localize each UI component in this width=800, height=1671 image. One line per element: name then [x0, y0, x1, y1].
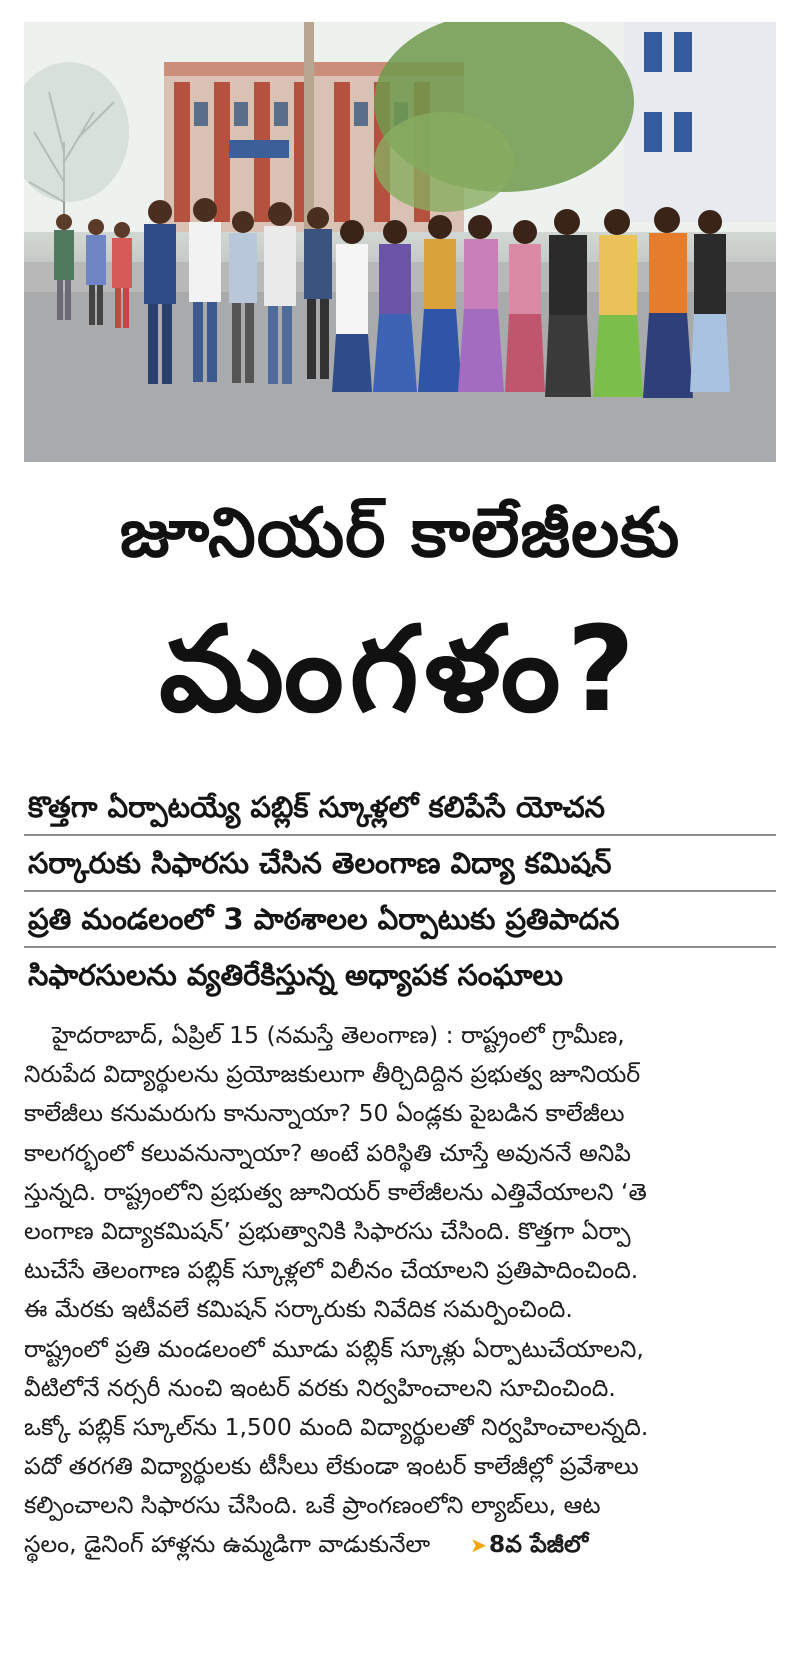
- students-walking-illustration: [24, 22, 776, 462]
- body-line: లంగాణ విద్యాకమిషన్’ ప్రభుత్వానికి సిఫారసు చేసింది. కొత్తగా ఏర్పా: [24, 1216, 631, 1245]
- body-line: టుచేసే తెలంగాణ పబ్లిక్ స్కూళ్లలో విలీనం చేయాలని ప్రతిపాదించింది.: [24, 1256, 639, 1285]
- body-line: నిరుపేద విద్యార్థులను ప్రయోజకులుగా తీర్చిదిద్దిన ప్రభుత్వ జూనియర్: [24, 1060, 641, 1089]
- body-line: రాష్ట్రంలో ప్రతి మండలంలో మూడు పబ్లిక్ స్కూళ్లు ఏర్పాటుచేయాలని,: [24, 1334, 644, 1363]
- body-line-text: స్థలం, డైనింగ్ హాళ్లను ఉమ్మడిగా వాడుకునేలా: [24, 1530, 431, 1559]
- body-line: పదో తరగతి విద్యార్థులకు టీసీలు లేకుండా ఇంటర్ కాలేజీల్లో ప్రవేశాలు: [24, 1452, 639, 1481]
- body-line: ఒక్కో పబ్లిక్ స్కూల్‌ను 1,500 మంది విద్యార్థులతో నిర్వహించాలన్నది.: [24, 1412, 649, 1441]
- continued-on-page-link[interactable]: [470, 1530, 588, 1558]
- body-line: వీటిలోనే నర్సరీ నుంచి ఇంటర్ వరకు నిర్వహించాలని సూచించింది.: [24, 1373, 616, 1402]
- article-body: [24, 1016, 776, 1565]
- deck-list: [24, 780, 776, 1002]
- news-photo: [24, 22, 776, 462]
- deck-line: సిఫారసులను వ్యతిరేకిస్తున్న అధ్యాపక సంఘాలు: [28, 958, 564, 992]
- body-line: కాలేజీలు కనుమరుగు కానున్నాయా? 50 ఏండ్లకు పైబడిన కాలేజీలు: [24, 1099, 625, 1128]
- deck-line: ప్రతి మండలంలో 3 పాఠశాలల ఏర్పాటుకు ప్రతిపాదన: [24, 892, 776, 948]
- body-line: ఈ మేరకు ఇటీవలే కమిషన్ సర్కారుకు నివేదిక సమర్పించింది.: [24, 1295, 573, 1324]
- continued-on-page-label: 8వ పేజీలో: [488, 1530, 589, 1559]
- body-line: స్తున్నది. రాష్ట్రంలోని ప్రభుత్వ జూనియర్ కాలేజీలను ఎత్తివేయాలని ‘తె: [24, 1177, 647, 1206]
- deck-line: సర్కారుకు సిఫారసు చేసిన తెలంగాణ విద్యా కమిషన్: [24, 836, 776, 892]
- body-line: కల్పించాలని సిఫారసు చేసింది. ఒకే ప్రాంగణంలోని ల్యాబ్‌లు, ఆట: [24, 1491, 601, 1520]
- headline-line-1: జూనియర్ కాలేజీలకు: [119, 494, 681, 573]
- body-line: కాలగర్భంలో కలువనున్నాయా? అంటే పరిస్థితి చూస్తే అవుననే అనిపి: [24, 1138, 631, 1167]
- body-line: హైదరాబాద్, ఏప్రిల్ 15 (నమస్తే తెలంగాణ) : రాష్ట్రంలో గ్రామీణ,: [52, 1021, 625, 1049]
- arrow-icon: ➤: [470, 1533, 487, 1558]
- body-last-line: [24, 1525, 776, 1564]
- headline-line-2: మంగళం?: [159, 600, 641, 738]
- deck-line: కొత్తగా ఏర్పాటయ్యే పబ్లిక్ స్కూళ్లలో కలిపేసే యోచన: [24, 780, 776, 836]
